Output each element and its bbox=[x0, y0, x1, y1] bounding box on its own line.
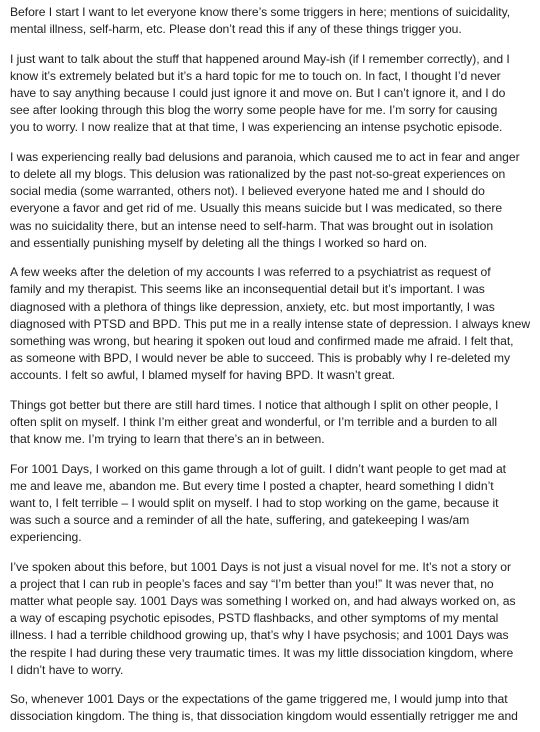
paragraph-dissociation bbox=[10, 691, 530, 725]
text-line: A few weeks after the deletion of my accounts I was referred to a psychiatrist as request of bbox=[10, 265, 491, 280]
paragraph-game-guilt bbox=[10, 461, 530, 547]
paragraph-trigger-warning bbox=[10, 4, 530, 38]
text-line: experiencing. bbox=[10, 530, 82, 545]
text-line: I just want to talk about the stuff that happened around May-ish (if I remember correctly), and I bbox=[10, 51, 510, 66]
text-line: everyone a favor and get rid of me. Usually this means suicide but I was medicated, so there bbox=[10, 201, 503, 216]
text-line: have to say anything because I could just ignore it and move on. But I can’t ignore it, and I do bbox=[10, 86, 506, 101]
text-line: family and my therapist. This seems like an inconsequential detail but it’s important. I was bbox=[10, 282, 485, 297]
text-line: me and leave me, abandon me. But every time I posted a chapter, heard something I didn’t bbox=[10, 478, 494, 493]
paragraph-diagnosis bbox=[10, 264, 530, 384]
text-line: illness. I had a terrible childhood growing up, that’s why I have psychosis; and 1001 Days was bbox=[10, 628, 509, 643]
text-line: that know me. I’m trying to learn that there’s an in between. bbox=[10, 432, 325, 446]
text-line: I was experiencing really bad delusions and paranoia, which caused me to act in fear and anger bbox=[10, 149, 520, 164]
text-line: Before I start I want to let everyone know there’s some triggers in here; mentions of suicidality, bbox=[10, 5, 511, 19]
text-line: diagnosed with a plethora of things like depression, anxiety, etc. but most importantly, I was bbox=[10, 299, 495, 314]
text-line: you to worry. I now realize that at that time, I was experiencing an intense psychotic episode. bbox=[10, 120, 503, 135]
text-line: was no suicidality there, but an intense need to self-harm. That was brought out in isolation bbox=[10, 218, 494, 233]
paragraph-splitting bbox=[10, 397, 530, 448]
text-line: dissociation kingdom. The thing is, that dissociation kingdom would essentially retrigger me and bbox=[10, 709, 518, 724]
paragraph-visual-novel bbox=[10, 559, 530, 679]
text-line: matter what people say. 1001 Days was something I worked on, and had always worked on, as bbox=[10, 594, 516, 609]
text-line: a project that I can rub in people’s faces and say “I’m better than you!” It was never that, no bbox=[10, 576, 494, 591]
text-line: a way of escaping psychotic episodes, PSTD flashbacks, and other symptoms of my mental bbox=[10, 611, 499, 626]
text-line: something was wrong, but hearing it spoken out loud and confirmed made me afraid. I felt that, bbox=[10, 333, 514, 348]
paragraph-may-events bbox=[10, 51, 530, 137]
text-line: For 1001 Days, I worked on this game through a lot of guilt. I didn’t want people to get mad at bbox=[10, 461, 507, 476]
text-line: I’ve spoken about this before, but 1001 Days is not just a visual novel for me. It’s not a story or bbox=[10, 559, 511, 574]
text-line: as someone with BPD, I would never be able to succeed. This is probably why I re-deleted my bbox=[10, 350, 510, 365]
text-line: was such a source and a reminder of all the hate, suffering, and gatekeeping I was/am bbox=[10, 513, 470, 528]
text-line: know it’s extremely belated but it’s a hard topic for me to touch on. In fact, I thought I’d never bbox=[10, 68, 501, 83]
text-line: often split on myself. I think I’m either great and wonderful, or I’m terrible and a burden to all bbox=[10, 414, 498, 429]
text-line: want to, I felt terrible – I would split on myself. I had to stop working on the game, because it bbox=[10, 495, 499, 510]
text-line: the respite I had during these very traumatic times. It was my little dissociation kingdom, where bbox=[10, 645, 514, 660]
text-line: and essentially punishing myself by deleting all the things I worked so hard on. bbox=[10, 235, 428, 250]
text-line: Things got better but there are still hard times. I notice that although I split on other people, I bbox=[10, 397, 499, 412]
text-line: see after looking through this blog the worry some people have for me. I’m sorry for causing bbox=[10, 103, 498, 118]
text-line: mental illness, self-harm, etc. Please don’t read this if any of these things trigger you. bbox=[10, 22, 462, 37]
text-line: to delete all my blogs. This delusion was rationalized by the past not-so-great experiences on bbox=[10, 167, 506, 182]
paragraph-delusions bbox=[10, 149, 530, 252]
text-line: So, whenever 1001 Days or the expectations of the game triggered me, I would jump into that bbox=[10, 692, 508, 707]
text-line: diagnosed with PTSD and BPD. This put me in a really intense state of depression. I always knew bbox=[10, 316, 531, 331]
text-line: accounts. I felt so awful, I blamed myself for having BPD. It wasn’t great. bbox=[10, 368, 395, 383]
text-line: social media (some warranted, others not). I believed everyone hated me and I should do bbox=[10, 184, 485, 199]
text-line: I didn’t have to worry. bbox=[10, 662, 124, 677]
